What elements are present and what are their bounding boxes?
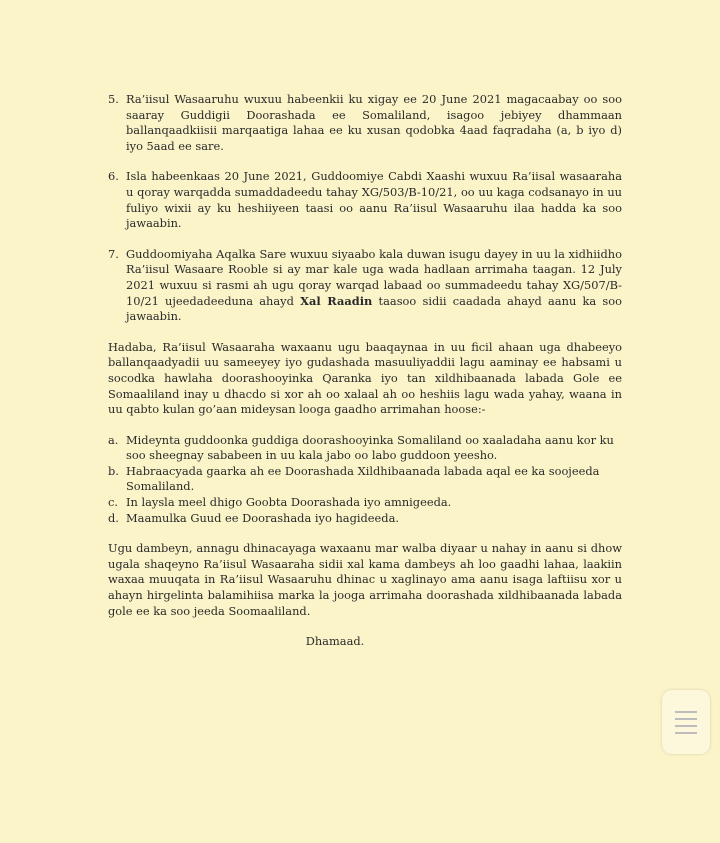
hamburger-menu-icon: [675, 725, 697, 727]
list-item-text: In laysla meel dhigo Goobta Doorashada iyo amnigeeda.: [126, 495, 452, 510]
intro-paragraph: Hadaba, Ra’iisul Wasaaraha waxaanu ugu baaqaynaa in uu ficil ahaan uga dhabeeyo ballanqaadyadii uu sameeyey iyo gudashada masuuliyaddii lagu aaminay ee habsami u socodka hawlaha doorashooyinka Qaranka iyo tan xildhibaanada labada Gole ee Somaaliland inay u dhacdo si xor ah oo xalaal ah oo heshiis lagu wada yahay, waana in uu qabto kulan go’aan mideysan looga gaadho arrimahan hoose:-: [108, 339, 622, 417]
list-item-d: [108, 511, 622, 527]
menu-button[interactable]: [662, 690, 710, 754]
list-item-text: Maamulka Guud ee Doorashada iyo hagideeda.: [126, 510, 399, 525]
item-text-bold: Xal Raadin: [300, 293, 373, 308]
list-item-letter: d.: [108, 510, 119, 525]
list-item-text: Habraacyada gaarka ah ee Doorashada Xildhibaanada labada aqal ee ka soojeeda Somaliland.: [126, 463, 600, 494]
final-paragraph: Ugu dambeyn, annagu dhinacayaga waxaanu mar walba diyaar u nahay in aanu si dhow ugala shaqeyno Ra’iisul Wasaaraha sidii xal kama dambeys ah loo gaadhi lahaa, laakiin waxaa muuqata in Ra’iisul Wasaaruhu dhinac u xaglinayo ama aanu isaga laftiisu xor u ahayn hirgelinta balamihiisa marka la jooga arrimaha doorashada xildhibaanada labada gole ee ka soo jeeda Soomaaliland.: [108, 541, 622, 618]
list-item-text: Mideynta guddoonka guddiga doorashooyinka Somaliland oo xaaladaha aanu kor ku soo sheegnay sababeen in uu kala jabo oo labo guddoon yeesho.: [126, 432, 614, 463]
list-item-letter: b.: [108, 463, 119, 478]
list-item-letter: a.: [108, 432, 119, 447]
numbered-item-6: [108, 169, 622, 231]
numbered-item-7: [108, 247, 622, 325]
item-text: Isla habeenkaas 20 June 2021, Guddoomiye Cabdi Xaashi wuxuu Ra’iisal wasaaraha u qoray warqadda sumaddadeedu tahay XG/503/B-10/21, oo uu kaga codsanayo in uu fuliyo wixii ay ku heshiiyeen taasi oo aanu Ra’iisul Wasaaruhu ilaa hadda ka soo jawaabin.: [126, 169, 622, 231]
item-number: 6.: [108, 169, 119, 184]
hamburger-menu-icon: [675, 711, 697, 713]
hamburger-menu-icon: [675, 732, 697, 734]
document-body: [108, 92, 622, 650]
item-text: Ra’iisul Wasaaruhu wuxuu habeenkii ku xigay ee 20 June 2021 magacaabay oo soo saaray Guddigii Doorashada ee Somaliland, isagoo jebiyey dhammaan ballanqaadkiisii marqaatiga lahaa ee ku xusan qodobka 4aad faqradaha (a, b iyo d) iyo 5aad ee sare.: [126, 92, 622, 153]
numbered-item-5: [108, 92, 622, 154]
list-item-c: [108, 495, 622, 511]
list-item-a: [108, 433, 622, 464]
item-text-before: Guddoomiyaha Aqalka Sare wuxuu siyaabo kala duwan isugu dayey in uu la xidhiidho Ra’iisul Wasaare Rooble si ay mar kale uga wada hadlaan arrimaha taagan. 12 July 2021 wuxuu si rasmi ah ugu qoray warqad labaad oo summadeedu tahay XG/507/B-10/21 ujeedadeeduna ahayd: [126, 246, 622, 308]
list-item-b: [108, 464, 622, 495]
item-text-after: taasoo sidii caadada ahayd aanu ka soo jawaabin.: [126, 293, 622, 324]
list-item-letter: c.: [108, 495, 119, 510]
hamburger-menu-icon: [675, 718, 697, 720]
closing-text: Dhamaad.: [305, 634, 365, 649]
item-text: [126, 247, 622, 325]
item-number: 5.: [108, 92, 119, 106]
item-number: 7.: [108, 246, 119, 261]
lettered-list: [108, 433, 622, 527]
